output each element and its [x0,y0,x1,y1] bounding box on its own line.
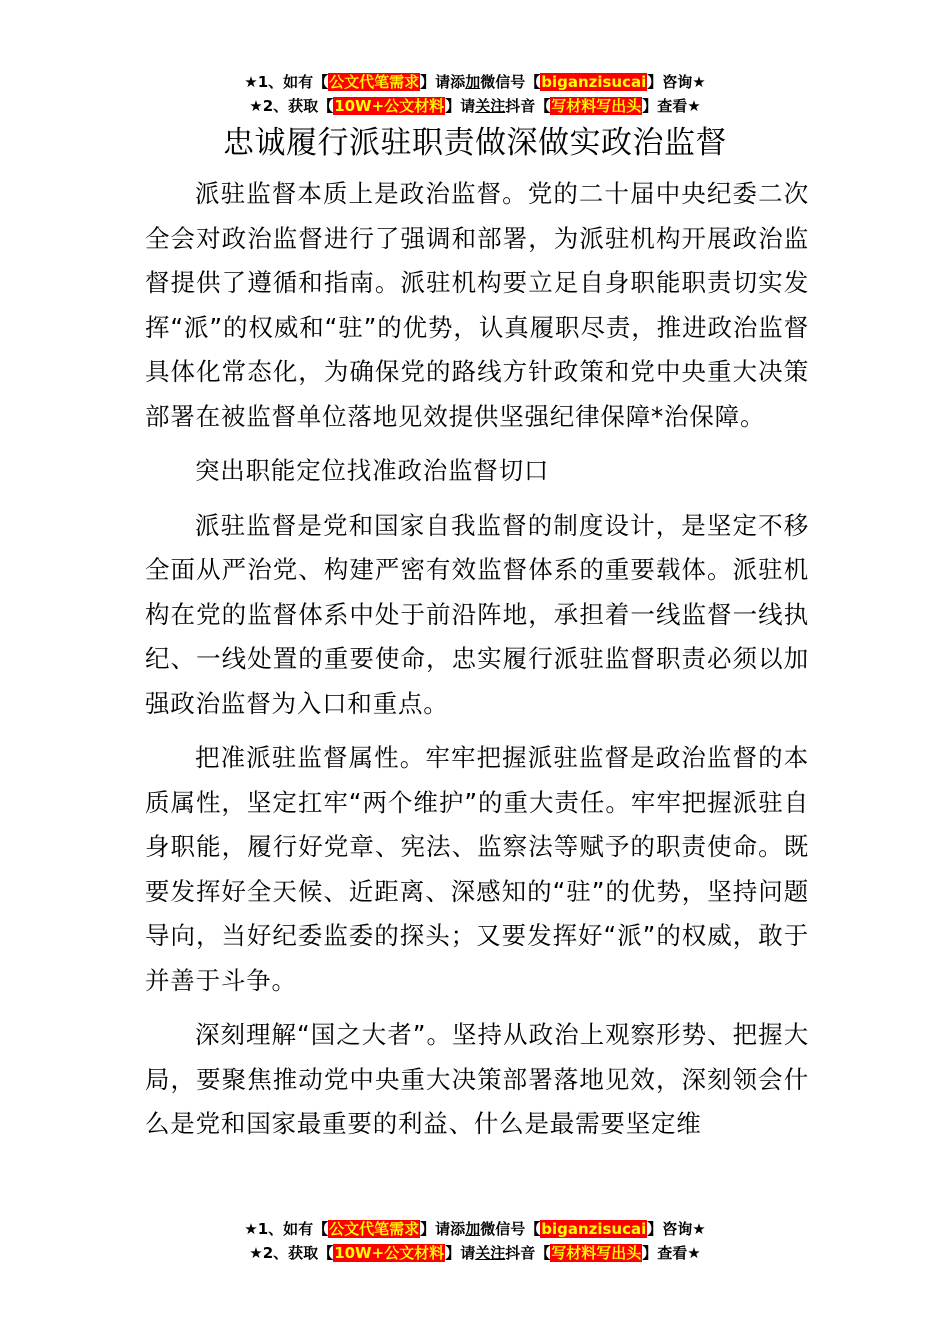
promo-emphasis: 关注 [475,97,506,115]
promo-highlight: biganzisucai [541,1220,647,1238]
promo-highlight: biganzisucai [541,73,647,91]
promo-text: ★1、如有【 [244,1220,329,1238]
promo-emphasis: 加 [465,73,481,91]
promo-line-2 [0,1241,950,1265]
promo-text: 微信号【 [480,73,541,91]
paragraph: 深刻理解“国之大者”。坚持从政治上观察形势、把握大局，要聚焦推动党中央重大决策部署落地见效，深刻领会什么是党和国家最重要的利益、什么是最需要坚定维 [145,1020,809,1138]
promo-banner-top [0,70,950,118]
promo-text: 】请 [445,97,476,115]
promo-text: ★2、获取【 [249,97,334,115]
paragraph: 把准派驻监督属性。牢牢把握派驻监督是政治监督的本质属性，坚定扛牢“两个维护”的重大责任。牢牢把握派驻自身职能，履行好党章、宪法、监察法等赋予的职责使命。既要发挥好全天候、近距离、深感知的“驻”的优势，坚持问题导向，当好纪委监委的探头；又要发挥好“派”的权威，敢于并善于斗争。 [145,743,809,995]
promo-text: 】请添 [420,1220,466,1238]
promo-line-2 [0,94,950,118]
promo-highlight: 公文代笔需求 [329,1220,420,1238]
promo-text: 】查看★ [642,1244,701,1262]
promo-text: 】咨询★ [647,1220,706,1238]
section-heading: 突出职能定位找准政治监督切口 [195,456,550,485]
promo-text: 】请 [445,1244,476,1262]
promo-text: ★2、获取【 [249,1244,334,1262]
promo-text: 】请添 [420,73,466,91]
document-body [145,172,809,1157]
promo-text: 抖音【 [505,1244,551,1262]
promo-banner-bottom [0,1217,950,1265]
promo-text: 抖音【 [505,97,551,115]
promo-emphasis: 关注 [475,1244,506,1262]
promo-highlight: 写材料写出头 [551,97,642,115]
promo-text: 】查看★ [642,97,701,115]
paragraph: 派驻监督本质上是政治监督。党的二十届中央纪委二次全会对政治监督进行了强调和部署，为派驻机构开展政治监督提供了遵循和指南。派驻机构要立足自身职能职责切实发挥“派”的权威和“驻”的优势，认真履职尽责，推进政治监督具体化常态化，为确保党的路线方针政策和党中央重大决策部署在被监督单位落地见效提供坚强纪律保障*治保障。 [145,179,809,431]
promo-line-1 [0,70,950,94]
promo-text: ★1、如有【 [244,73,329,91]
promo-highlight: 10W+公文材料 [334,1244,445,1262]
promo-highlight: 10W+公文材料 [334,97,445,115]
promo-highlight: 公文代笔需求 [329,73,420,91]
promo-text: 】咨询★ [647,73,706,91]
document-title: 忠诚履行派驻职责做深做实政治监督 [223,125,727,161]
paragraph: 派驻监督是党和国家自我监督的制度设计，是坚定不移全面从严治党、构建严密有效监督体系的重要载体。派驻机构在党的监督体系中处于前沿阵地，承担着一线监督一线执纪、一线处置的重要使命，忠实履行派驻监督职责必须以加强政治监督为入口和重点。 [145,510,809,718]
promo-emphasis: 加 [465,1220,481,1238]
promo-line-1 [0,1217,950,1241]
promo-highlight: 写材料写出头 [551,1244,642,1262]
promo-text: 微信号【 [480,1220,541,1238]
